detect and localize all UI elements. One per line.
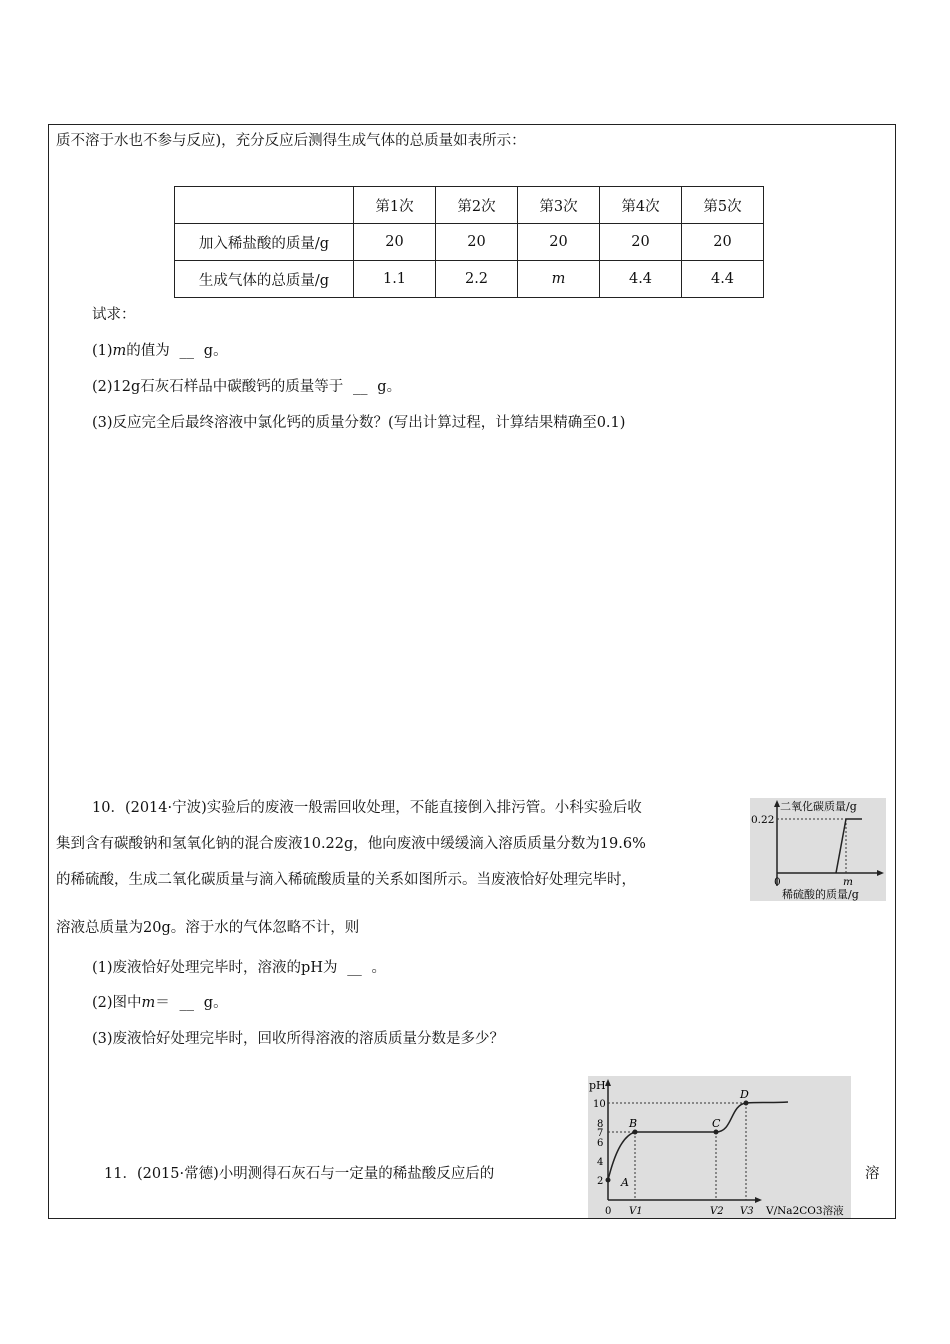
x-axis-arrow — [755, 1197, 762, 1203]
table-header: 第5次 — [682, 187, 764, 224]
q10-line4: 溶液总质量为20g。溶于水的气体忽略不计，则 — [56, 920, 360, 936]
ph-graph — [588, 1076, 851, 1218]
point-d-label: D — [740, 1088, 749, 1101]
row-label: 生成气体的总质量/g — [175, 261, 354, 298]
q9-part1-num: (1) — [92, 343, 113, 359]
q10-part1 — [92, 958, 386, 978]
q10-line3: 的稀硫酸，生成二氧化碳质量与滴入稀硫酸质量的关系如图所示。当废液恰好处理完毕时， — [56, 872, 636, 888]
table-cell: 20 — [682, 224, 764, 261]
x-tick: V2 — [710, 1206, 724, 1217]
y-axis-label: pH — [589, 1079, 606, 1092]
table-cell: 1.1 — [354, 261, 436, 298]
q10-line1: 10．(2014·宁波)实验后的废液一般需回收处理，不能直接倒入排污管。小科实验后收 — [92, 800, 642, 816]
data-table — [174, 186, 764, 298]
q9-part1-unit: g。 — [203, 343, 228, 359]
y-tick: 4 — [597, 1157, 604, 1168]
point-a-label: A — [621, 1176, 629, 1189]
y-tick: 2 — [597, 1176, 604, 1187]
table-cell: 2.2 — [436, 261, 518, 298]
q9-part2-unit: g。 — [377, 379, 402, 395]
y-tick: 6 — [597, 1138, 604, 1149]
q10-part2-var: m — [141, 995, 156, 1011]
x-tick: V1 — [629, 1206, 643, 1217]
table-header-row — [175, 187, 764, 224]
q10-part2-blank[interactable]: __ — [179, 995, 195, 1011]
co2-curve — [836, 819, 862, 873]
point-b-label: B — [629, 1117, 638, 1130]
row-label: 加入稀盐酸的质量/g — [175, 224, 354, 261]
table-cell: 20 — [436, 224, 518, 261]
q10-part2-eq: ＝ — [155, 995, 170, 1011]
x-tick: m — [843, 876, 853, 888]
table-cell: 4.4 — [682, 261, 764, 298]
origin-label: 0 — [605, 1206, 612, 1217]
q10-part2-text: (2)图中 — [92, 995, 142, 1011]
x-axis-label: 稀硫酸的质量/g — [782, 888, 859, 901]
y-tick: 0.22 — [751, 814, 775, 826]
ph-graph-svg — [588, 1076, 851, 1218]
x-axis-label: V/Na2CO3溶液 — [766, 1205, 844, 1217]
q10-line2: 集到含有碳酸钠和氢氧化钠的混合废液10.22g，他向废液中缓缓滴入溶质质量分数为19.6% — [56, 836, 646, 852]
q11-tail: 溶 — [865, 1166, 880, 1182]
y-axis-arrow — [605, 1079, 611, 1086]
point-c-label: C — [712, 1117, 721, 1130]
co2-graph-svg — [750, 798, 886, 901]
point-a-dot — [606, 1178, 611, 1183]
q9-part1-blank[interactable]: __ — [179, 343, 195, 359]
y-axis-label: 二氧化碳质量/g — [780, 800, 857, 813]
y-tick: 10 — [593, 1099, 606, 1110]
point-c-dot — [714, 1130, 719, 1135]
table-cell: m — [518, 261, 600, 298]
q10-part2 — [92, 993, 228, 1013]
table-cell: 20 — [600, 224, 682, 261]
table-cell: 4.4 — [600, 261, 682, 298]
table-row — [175, 224, 764, 261]
x-axis-arrow — [877, 870, 884, 876]
q9-part2-text: (2)12g石灰石样品中碳酸钙的质量等于 — [92, 379, 344, 395]
q10-part2-unit: g。 — [203, 995, 228, 1011]
table-cell: 20 — [518, 224, 600, 261]
table-row — [175, 261, 764, 298]
y-tick: 7 — [597, 1128, 604, 1139]
q9-part1 — [92, 341, 228, 361]
q11-text: 11．(2015·常德)小明测得石灰石与一定量的稀盐酸反应后的 — [104, 1166, 495, 1182]
table-header: 第1次 — [354, 187, 436, 224]
y-tick: 8 — [597, 1119, 604, 1130]
table-header: 第3次 — [518, 187, 600, 224]
table-header: 第4次 — [600, 187, 682, 224]
q10-part3: (3)废液恰好处理完毕时，回收所得溶液的溶质质量分数是多少？ — [92, 1031, 505, 1047]
q9-part1-var: m — [112, 343, 127, 359]
q9-part1-text: 的值为 — [126, 343, 170, 359]
origin-label: 0 — [774, 876, 781, 888]
x-tick: V3 — [740, 1206, 754, 1217]
table-cell: 20 — [354, 224, 436, 261]
q9-part2-blank[interactable]: __ — [353, 379, 368, 395]
co2-graph — [750, 798, 886, 901]
q10-part1-text: (1)废液恰好处理完毕时，溶液的pH为 — [92, 960, 338, 976]
table-header: 第2次 — [436, 187, 518, 224]
q9-part3: (3)反应完全后最终溶液中氯化钙的质量分数？(写出计算过程，计算结果精确至0.1) — [92, 415, 626, 431]
q9-prompt: 试求： — [92, 307, 136, 323]
table-corner — [175, 187, 354, 224]
q10-part1-end: 。 — [371, 960, 386, 976]
intro-line: 质不溶于水也不参与反应)，充分反应后测得生成气体的总质量如表所示： — [56, 133, 526, 149]
q10-part1-blank[interactable]: __ — [347, 960, 362, 976]
point-b-dot — [633, 1130, 638, 1135]
point-d-dot — [744, 1101, 749, 1106]
q9-part2 — [92, 377, 401, 397]
